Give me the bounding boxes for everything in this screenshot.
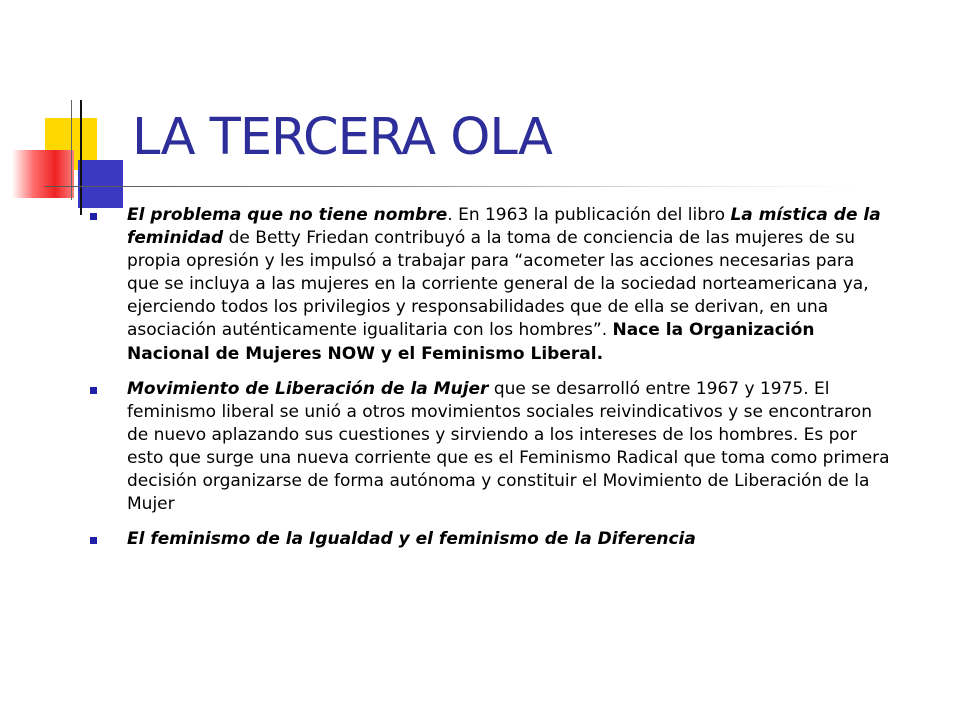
bullet-intro-text: . En 1963 la publicación del libro bbox=[447, 205, 731, 225]
square-bullet-icon bbox=[90, 537, 97, 544]
bullet-body-text: que se desarrolló entre 1967 y 1975. El feminismo liberal se unió a otros movimientos sociales reivindicativos y se encontraron de nuevo aplazando sus cuestiones y sirviendo a los intereses de los hombres. Es por esto que surge una nueva corriente que es el Feminismo Radical que toma como primera decisión organizarse de forma autónoma y constituir el Movimiento de Liberación de la Mujer bbox=[127, 378, 890, 515]
bullet-heading: El feminismo de la Igualdad y el feminismo de la Diferencia bbox=[127, 529, 696, 550]
square-bullet-icon bbox=[90, 387, 97, 394]
blue-square-decoration bbox=[78, 160, 123, 208]
bullet-item-feminismo bbox=[90, 528, 890, 551]
bullet-item-problema bbox=[90, 204, 890, 366]
square-bullet-icon bbox=[90, 213, 97, 220]
slide-title: LA TERCERA OLA bbox=[132, 108, 552, 167]
red-gradient-decoration bbox=[12, 150, 74, 198]
title-underline-rule bbox=[45, 186, 860, 187]
bullet-body-text: de Betty Friedan contribuyó a la toma de conciencia de las mujeres de su propia opresión y les impulsó a trabajar para “acometer las acciones necesarias para que se incluya a las mujeres en la corriente general de la sociedad norteamericana ya, ejerciendo todos los privilegios y responsabilidades que de ella se derivan, en una asociación auténticamente igualitaria con los hombres”. bbox=[127, 228, 869, 341]
bullet-item-movimiento bbox=[90, 378, 890, 517]
book-title: La mística de la feminidad bbox=[127, 205, 881, 249]
bullet-conclusion: Nace la Organización Nacional de Mujeres NOW y el Feminismo Liberal. bbox=[127, 320, 815, 364]
bullet-list bbox=[90, 204, 890, 563]
bullet-heading: Movimiento de Liberación de la Mujer bbox=[127, 378, 489, 399]
vertical-rule bbox=[80, 100, 82, 215]
vertical-rule-thin bbox=[71, 100, 72, 200]
bullet-heading: El problema que no tiene nombre bbox=[127, 205, 448, 225]
